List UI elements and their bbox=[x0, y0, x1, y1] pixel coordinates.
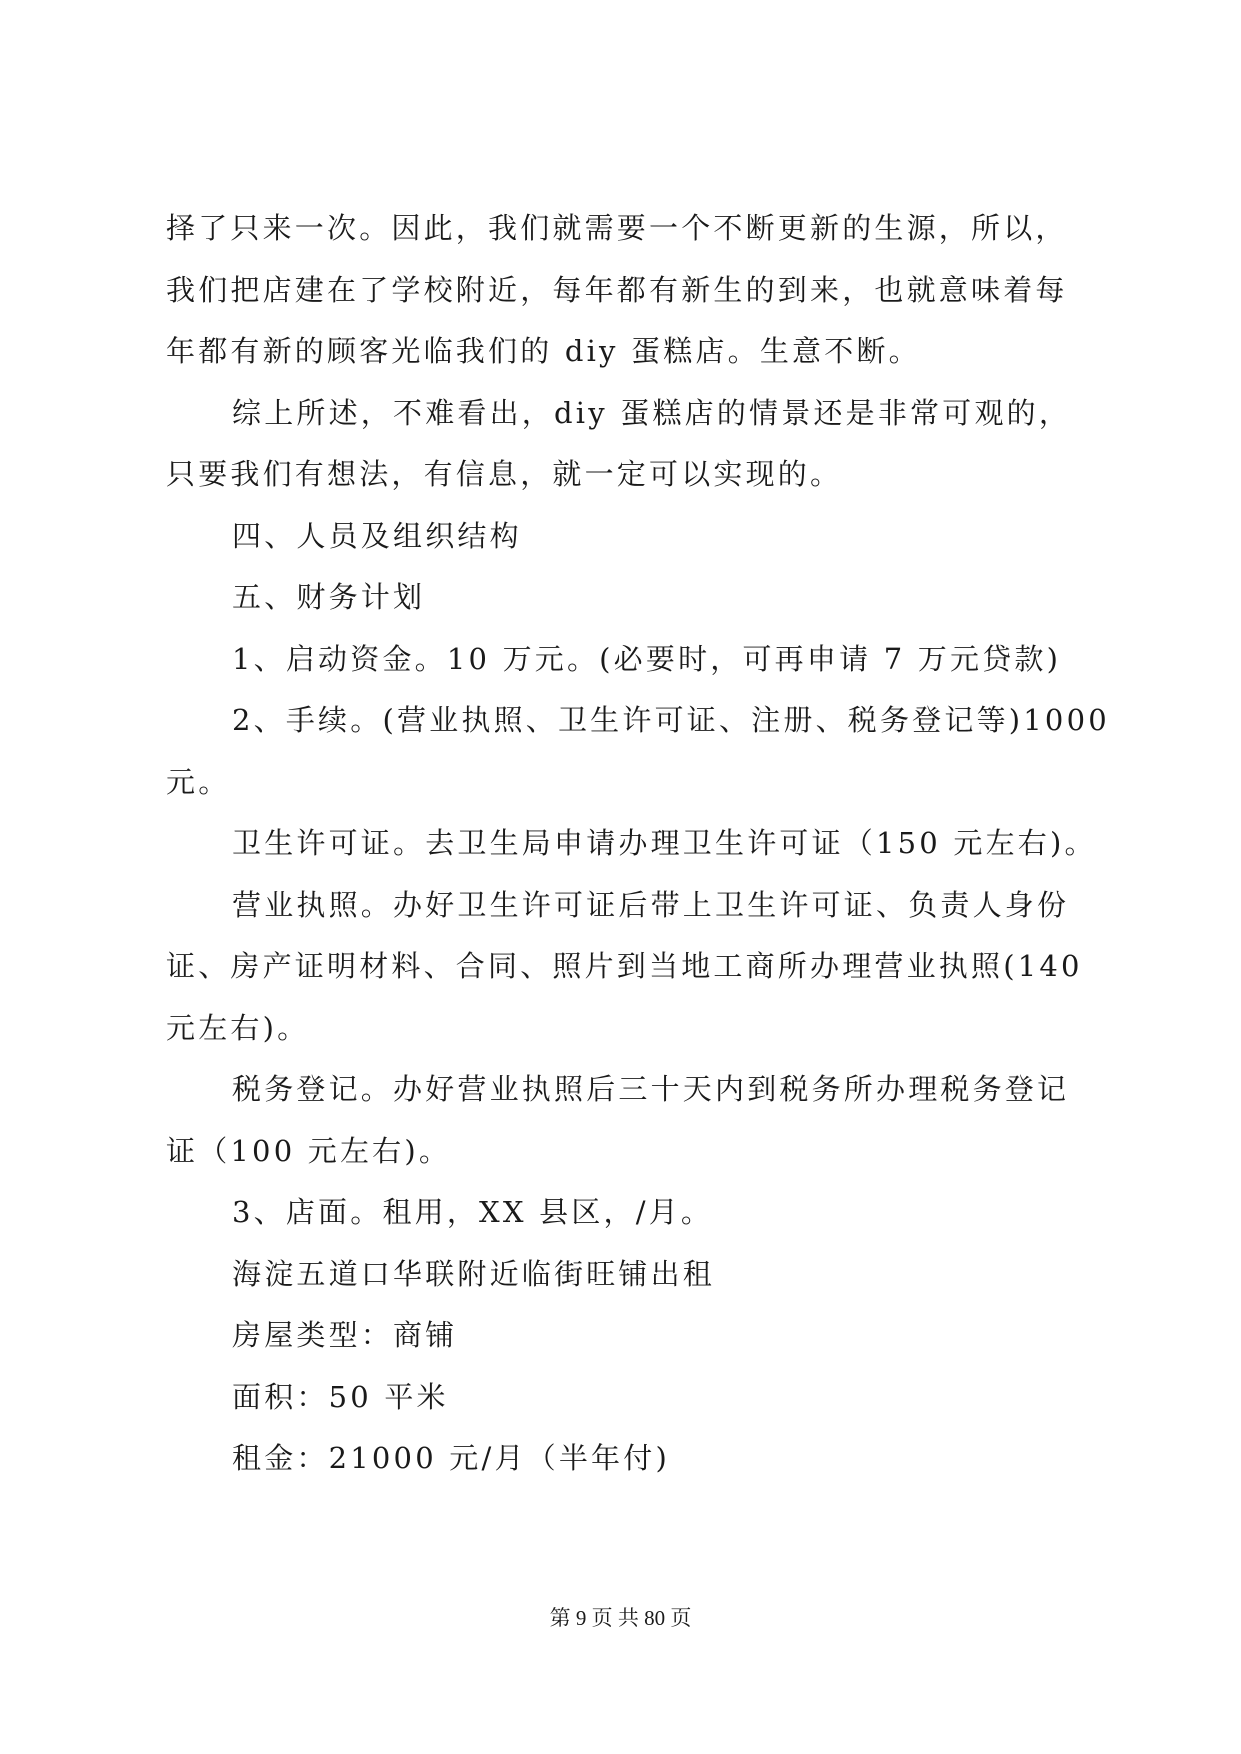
text-line: 卫生许可证。去卫生局申请办理卫生许可证（150 元左右)。 bbox=[232, 826, 1097, 860]
section-heading: 四、人员及组织结构 bbox=[232, 518, 522, 553]
text-line: 租金：21000 元/月（半年付) bbox=[232, 1441, 670, 1475]
text-line: 元左右)。 bbox=[166, 1010, 310, 1045]
text-line: 1、启动资金。10 万元。(必要时，可再申请 7 万元贷款) bbox=[232, 641, 1062, 676]
text-line: 房屋类型：商铺 bbox=[232, 1318, 458, 1352]
text-line: 择了只来一次。因此，我们就需要一个不断更新的生源，所以， bbox=[166, 211, 1068, 245]
text-line: 年都有新的顾客光临我们的 diy 蛋糕店。生意不断。 bbox=[166, 334, 921, 368]
text-line: 面积：50 平米 bbox=[232, 1379, 449, 1414]
text-line: 证、房产证明材料、合同、照片到当地工商所办理营业执照(140 bbox=[166, 949, 1083, 983]
text-line: 海淀五道口华联附近临街旺铺出租 bbox=[232, 1256, 716, 1291]
text-line: 只要我们有想法，有信息，就一定可以实现的。 bbox=[166, 457, 843, 491]
section-heading: 五、财务计划 bbox=[232, 580, 426, 614]
body-text bbox=[166, 198, 1110, 1490]
text-line: 税务登记。办好营业执照后三十天内到税务所办理税务登记 bbox=[232, 1072, 1070, 1106]
text-line: 2、手续。(营业执照、卫生许可证、注册、税务登记等)1000 bbox=[232, 703, 1110, 737]
text-line: 我们把店建在了学校附近，每年都有新生的到来，也就意味着每 bbox=[166, 272, 1068, 307]
text-line: 营业执照。办好卫生许可证后带上卫生许可证、负责人身份 bbox=[232, 887, 1070, 922]
text-line: 3、店面。租用，XX 县区，/月。 bbox=[232, 1195, 714, 1229]
text-line: 综上所述，不难看出，diy 蛋糕店的情景还是非常可观的， bbox=[232, 395, 1072, 430]
text-line: 证（100 元左右)。 bbox=[166, 1133, 452, 1168]
page-number-footer: 第 9 页 共 80 页 bbox=[549, 1606, 692, 1630]
text-line: 元。 bbox=[166, 764, 231, 799]
